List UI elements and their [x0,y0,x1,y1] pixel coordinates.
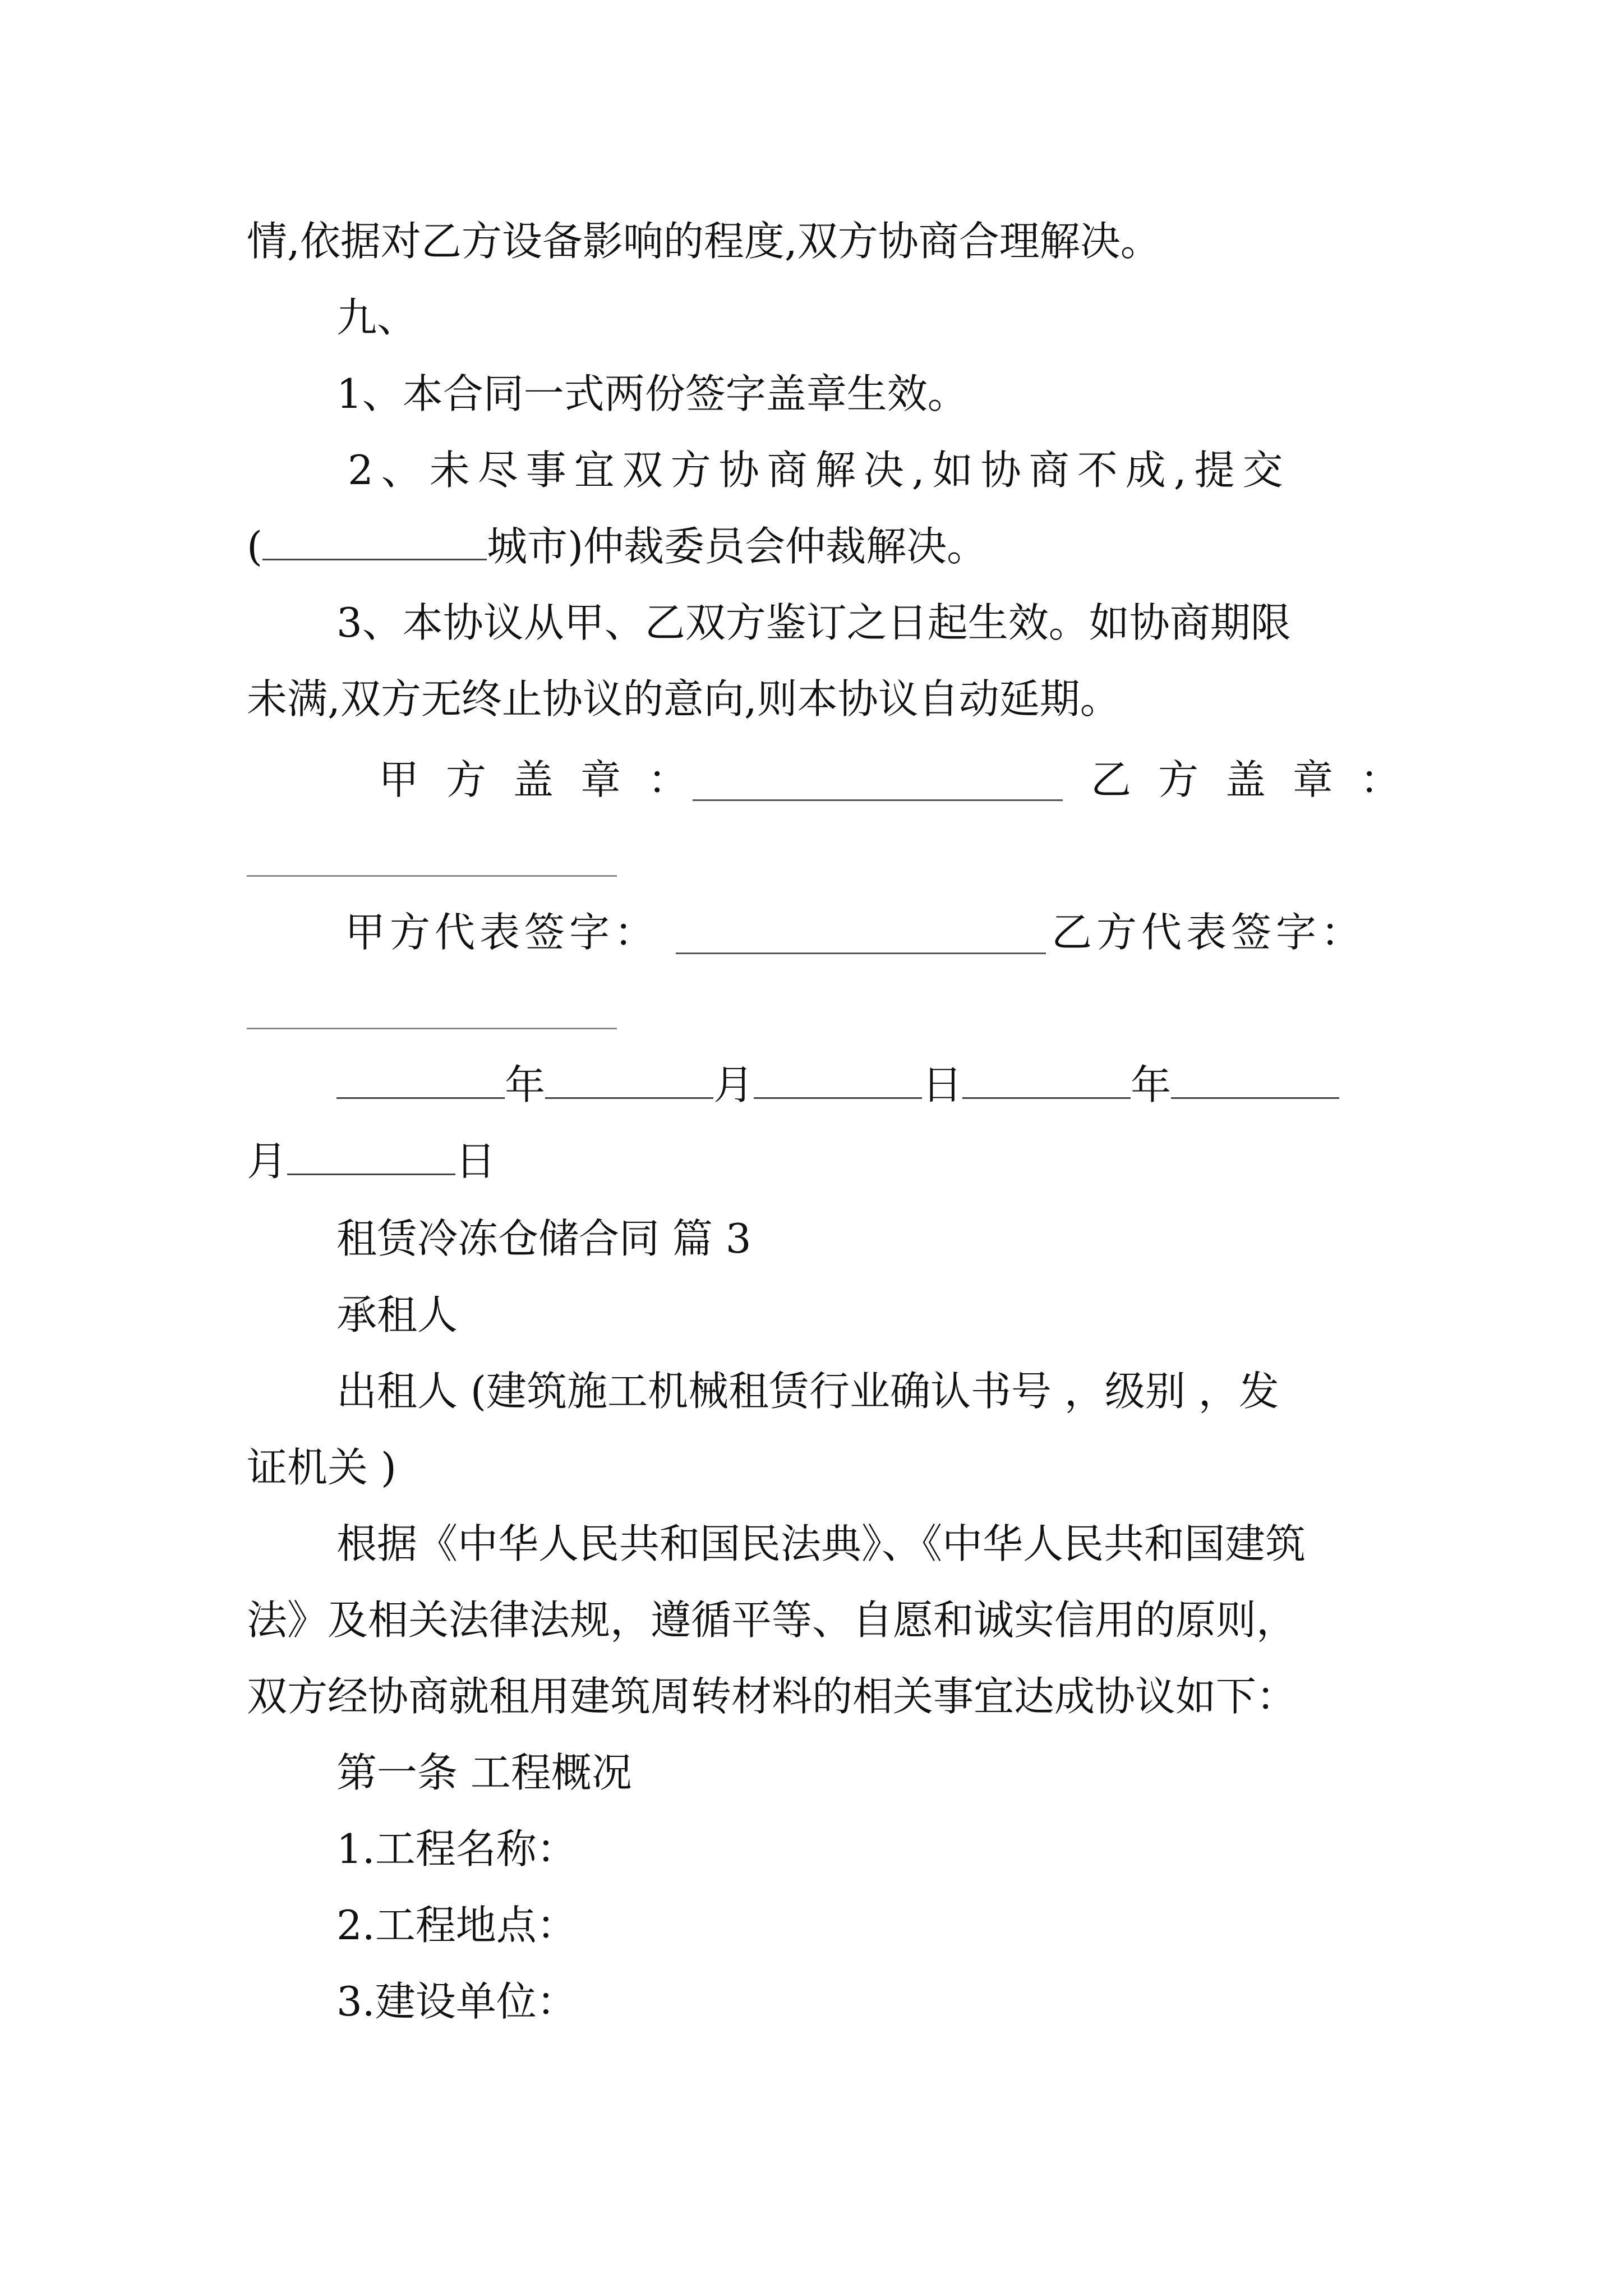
year-blank-b [962,1058,1131,1099]
month-label-a: 月 [713,1061,754,1108]
basis-line-2: 法》及相关法律法规，遵循平等、自愿和诚实信用的原则， [247,1596,1297,1644]
project-name-item: 1.工程名称： [336,1825,577,1872]
clause-2-line-1: 2、未尽事宜双方协商解决,如协商不成,提交 [348,447,1291,494]
day-label-a: 日 [922,1061,963,1108]
seal-b-line [247,875,617,877]
basis-line-3: 双方经协商就租用建筑周转材料的相关事宜达成协议如下： [247,1673,1297,1720]
year-blank-a [336,1058,505,1099]
seal-a-label: 甲方盖章： [379,756,716,803]
paragraph-continuation: 情,依据对乙方设备影响的程度,双方协商合理解决。 [247,218,1161,265]
month-label-b: 月 [247,1138,288,1185]
sign-b-line [247,1028,617,1029]
clause-2-tail: 城市)仲裁委员会仲裁解决。 [487,523,988,570]
month-blank-b [1171,1058,1339,1099]
lessor-line-1: 出租人 (建筑施工机械租赁行业确认书号 ，级别 ，发 [336,1368,1279,1415]
sign-a-label: 甲方代表签字： [345,909,660,956]
day-blank-b [287,1134,455,1175]
project-location-item: 2.工程地点： [336,1902,577,1949]
year-label-b: 年 [1131,1061,1172,1108]
section-nine-heading: 九、 [336,294,418,341]
clause-3-line-2: 未满,双方无终止协议的意向,则本协议自动延期。 [247,675,1121,723]
piece-3-heading: 租赁冷冻仓储合同 篇 3 [336,1215,751,1262]
year-label-a: 年 [505,1061,546,1108]
article-1-title: 第一条 工程概况 [336,1749,632,1796]
lessor-line-2: 证机关 ) [247,1444,396,1491]
clause-2-open-paren: ( [247,523,263,570]
clause-3-line-1: 3、本协议从甲、乙双方鉴订之日起生效。如协商期限 [336,599,1291,646]
basis-line-1: 根据《中华人民共和国民法典》、《中华人民共和国建筑 [336,1520,1306,1567]
seal-b-label: 乙方盖章： [1091,756,1428,803]
day-label-b: 日 [455,1138,496,1185]
clause-1: 1、本合同一式两份签字盖章生效。 [336,370,968,417]
day-blank-a [754,1058,922,1099]
city-blank [262,519,487,560]
date-row-1 [336,1057,1339,1113]
sign-b-label: 乙方代表签字： [1052,909,1366,956]
seal-a-line [693,799,1063,801]
lessee-label: 承租人 [336,1291,458,1338]
clause-2-line-2 [247,518,987,574]
month-blank-a [545,1058,713,1099]
sign-a-line [676,953,1046,954]
construction-unit-item: 3.建设单位： [336,1978,577,2025]
date-row-2 [247,1133,496,1189]
